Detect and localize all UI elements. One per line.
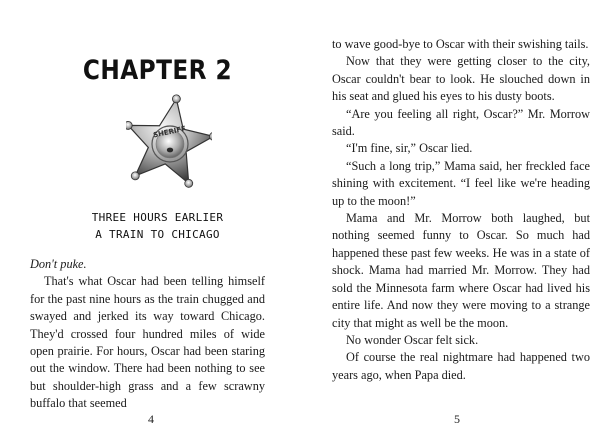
right-page-body — [332, 36, 590, 384]
sheriff-star-badge-icon — [126, 92, 212, 192]
paragraph: “I'm fine, sir,” Oscar lied. — [346, 141, 473, 156]
left-page-body — [30, 256, 265, 413]
paragraph: Don't puke. — [30, 257, 87, 271]
right-page — [332, 0, 590, 445]
paragraph: “Are you feeling all right, Oscar?” Mr. Morrow said. — [332, 106, 590, 139]
paragraph: That's what Oscar had been telling himself for the past nine hours as the train chugged and swayed and jerked its way toward Chicago. They'd crossed four hundred miles of wide open prairie. For hours, Oscar had been staring out the window. There had been nothing to see but shoulder-high grass and a few scrawny buffalo that seemed — [30, 274, 265, 411]
page-number-right: 5 — [454, 412, 460, 426]
svg-text:SHERIFF: SHERIFF — [152, 124, 187, 140]
page-number-left: 4 — [148, 412, 154, 426]
left-page — [30, 0, 285, 445]
paragraph: to wave good-bye to Oscar with their swishing tails. — [332, 37, 589, 51]
paragraph: No wonder Oscar felt sick. — [346, 332, 479, 347]
paragraph: Now that they were getting closer to the city, Oscar couldn't bear to look. He slouched down in his seat and glued his eyes to his dusty boots. — [332, 54, 590, 104]
paragraph: “Such a long trip,” Mama said, her freckled face shining with excitement. “I feel like we're heading up to the moon!” — [332, 158, 590, 208]
chapter-title: CHAPTER 2 — [82, 55, 233, 86]
paragraph: Mama and Mr. Morrow both laughed, but nothing seemed funny to Oscar. So much had happened these past few weeks. He was in a state of shock. Mama had married Mr. Morrow. They had sold the Minnesota farm where Oscar had lived his entire life. And now they were moving to a strange city that might as well be the moon. — [332, 211, 590, 330]
chapter-subtitle-place: A TRAIN TO CHICAGO — [95, 228, 220, 241]
chapter-subtitle-time: THREE HOURS EARLIER — [91, 211, 224, 224]
paragraph: Of course the real nightmare had happened two years ago, when Papa died. — [332, 350, 590, 382]
